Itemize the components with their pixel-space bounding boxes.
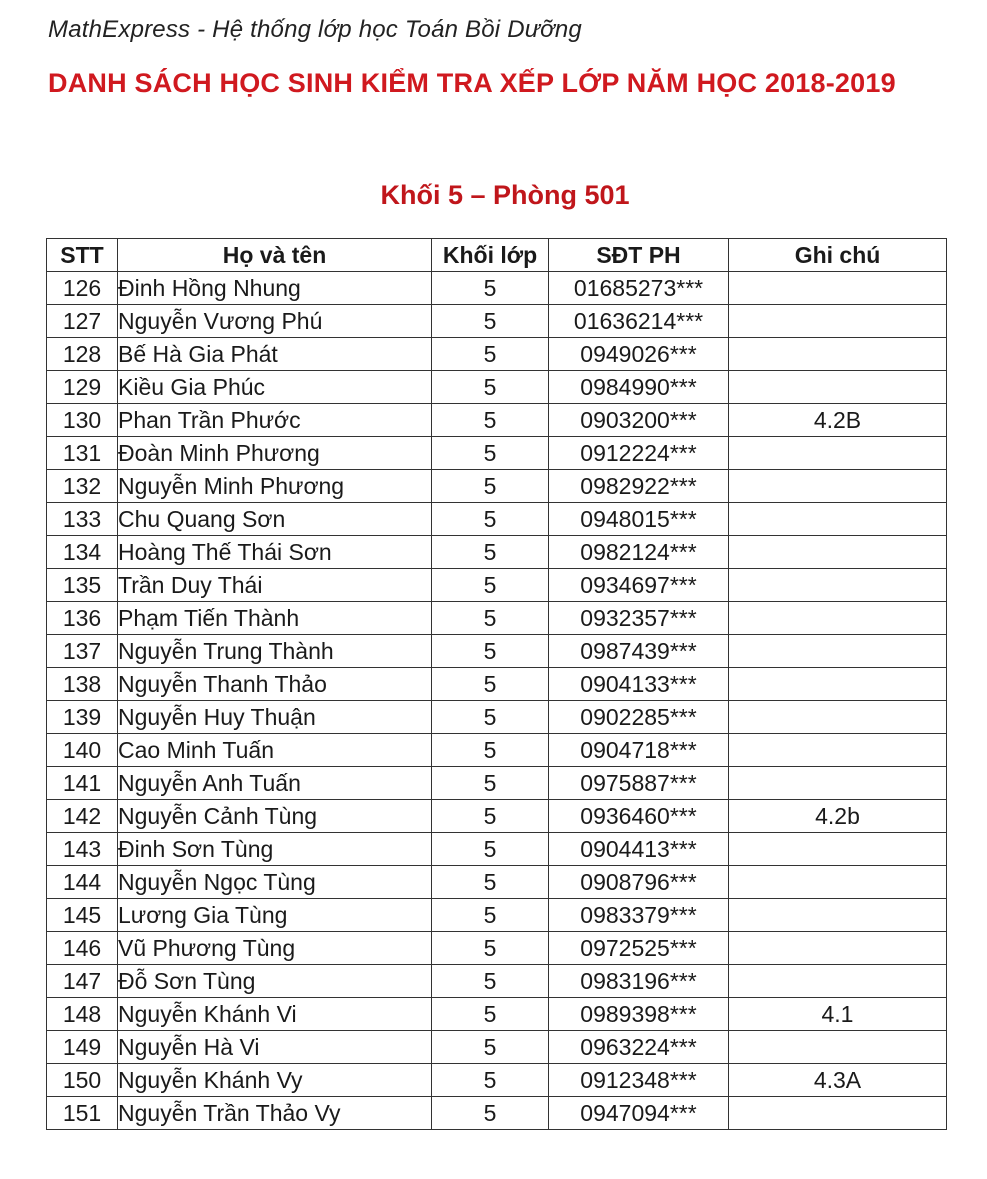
table-row <box>47 371 947 404</box>
cell-note <box>729 437 947 470</box>
column-header-phone: SĐT PH <box>549 239 729 272</box>
cell-phone: 0904133*** <box>549 668 729 701</box>
cell-name: Hoàng Thế Thái Sơn <box>118 536 432 569</box>
cell-note <box>729 734 947 767</box>
table-row <box>47 437 947 470</box>
cell-phone: 0972525*** <box>549 932 729 965</box>
cell-stt: 140 <box>47 734 118 767</box>
cell-note <box>729 668 947 701</box>
cell-phone: 0912224*** <box>549 437 729 470</box>
organization-line: MathExpress - Hệ thống lớp học Toán Bồi Dưỡng <box>48 16 582 43</box>
cell-note <box>729 569 947 602</box>
cell-name: Nguyễn Ngọc Tùng <box>118 866 432 899</box>
table-row <box>47 965 947 998</box>
cell-name: Lương Gia Tùng <box>118 899 432 932</box>
cell-name: Phạm Tiến Thành <box>118 602 432 635</box>
cell-grade: 5 <box>432 470 549 503</box>
table-row <box>47 800 947 833</box>
table-row <box>47 899 947 932</box>
cell-stt: 146 <box>47 932 118 965</box>
cell-phone: 0983196*** <box>549 965 729 998</box>
table-row <box>47 866 947 899</box>
cell-stt: 135 <box>47 569 118 602</box>
cell-note <box>729 635 947 668</box>
table-row <box>47 1031 947 1064</box>
table-row <box>47 305 947 338</box>
column-header-name: Họ và tên <box>118 239 432 272</box>
cell-name: Nguyễn Cảnh Tùng <box>118 800 432 833</box>
cell-phone: 0903200*** <box>549 404 729 437</box>
cell-phone: 0949026*** <box>549 338 729 371</box>
cell-stt: 143 <box>47 833 118 866</box>
cell-name: Trần Duy Thái <box>118 569 432 602</box>
table-row <box>47 701 947 734</box>
column-header-grade: Khối lớp <box>432 239 549 272</box>
table-row <box>47 569 947 602</box>
cell-grade: 5 <box>432 503 549 536</box>
cell-stt: 137 <box>47 635 118 668</box>
cell-stt: 130 <box>47 404 118 437</box>
table-row <box>47 734 947 767</box>
cell-stt: 141 <box>47 767 118 800</box>
cell-name: Kiều Gia Phúc <box>118 371 432 404</box>
cell-note <box>729 701 947 734</box>
cell-phone: 0948015*** <box>549 503 729 536</box>
table-row <box>47 998 947 1031</box>
cell-name: Đoàn Minh Phương <box>118 437 432 470</box>
cell-note <box>729 767 947 800</box>
table-row <box>47 272 947 305</box>
cell-grade: 5 <box>432 701 549 734</box>
cell-name: Cao Minh Tuấn <box>118 734 432 767</box>
cell-phone: 0904718*** <box>549 734 729 767</box>
cell-grade: 5 <box>432 371 549 404</box>
cell-phone: 0989398*** <box>549 998 729 1031</box>
cell-phone: 0963224*** <box>549 1031 729 1064</box>
cell-note <box>729 371 947 404</box>
cell-phone: 0902285*** <box>549 701 729 734</box>
cell-grade: 5 <box>432 866 549 899</box>
cell-name: Nguyễn Hà Vi <box>118 1031 432 1064</box>
cell-note: 4.2B <box>729 404 947 437</box>
cell-stt: 147 <box>47 965 118 998</box>
cell-stt: 150 <box>47 1064 118 1097</box>
cell-note <box>729 932 947 965</box>
cell-note <box>729 833 947 866</box>
table-row <box>47 503 947 536</box>
cell-stt: 128 <box>47 338 118 371</box>
cell-grade: 5 <box>432 767 549 800</box>
cell-name: Vũ Phương Tùng <box>118 932 432 965</box>
cell-name: Nguyễn Khánh Vi <box>118 998 432 1031</box>
cell-stt: 149 <box>47 1031 118 1064</box>
cell-phone: 0983379*** <box>549 899 729 932</box>
cell-grade: 5 <box>432 635 549 668</box>
cell-grade: 5 <box>432 833 549 866</box>
cell-grade: 5 <box>432 338 549 371</box>
table-row <box>47 932 947 965</box>
cell-note <box>729 536 947 569</box>
cell-grade: 5 <box>432 536 549 569</box>
cell-note <box>729 503 947 536</box>
table-row <box>47 470 947 503</box>
cell-phone: 0975887*** <box>549 767 729 800</box>
cell-phone: 0947094*** <box>549 1097 729 1130</box>
cell-phone: 0936460*** <box>549 800 729 833</box>
room-subtitle: Khối 5 – Phòng 501 <box>380 180 630 210</box>
cell-note <box>729 338 947 371</box>
cell-stt: 151 <box>47 1097 118 1130</box>
table-row <box>47 668 947 701</box>
cell-grade: 5 <box>432 404 549 437</box>
cell-grade: 5 <box>432 1097 549 1130</box>
cell-note <box>729 965 947 998</box>
table-row <box>47 1064 947 1097</box>
cell-grade: 5 <box>432 932 549 965</box>
cell-phone: 0982124*** <box>549 536 729 569</box>
cell-grade: 5 <box>432 800 549 833</box>
cell-name: Phan Trần Phước <box>118 404 432 437</box>
table-body <box>47 272 947 1130</box>
cell-stt: 132 <box>47 470 118 503</box>
table-row <box>47 635 947 668</box>
cell-stt: 129 <box>47 371 118 404</box>
cell-note <box>729 602 947 635</box>
cell-phone: 0904413*** <box>549 833 729 866</box>
cell-stt: 145 <box>47 899 118 932</box>
cell-stt: 139 <box>47 701 118 734</box>
cell-note <box>729 899 947 932</box>
cell-phone: 0934697*** <box>549 569 729 602</box>
cell-name: Nguyễn Vương Phú <box>118 305 432 338</box>
cell-name: Đinh Hồng Nhung <box>118 272 432 305</box>
cell-grade: 5 <box>432 569 549 602</box>
cell-grade: 5 <box>432 1031 549 1064</box>
cell-grade: 5 <box>432 899 549 932</box>
table-row <box>47 767 947 800</box>
cell-stt: 133 <box>47 503 118 536</box>
cell-name: Nguyễn Thanh Thảo <box>118 668 432 701</box>
cell-name: Nguyễn Huy Thuận <box>118 701 432 734</box>
cell-grade: 5 <box>432 437 549 470</box>
cell-phone: 0984990*** <box>549 371 729 404</box>
cell-phone: 01685273*** <box>549 272 729 305</box>
table-row <box>47 536 947 569</box>
cell-grade: 5 <box>432 272 549 305</box>
cell-note <box>729 1097 947 1130</box>
cell-stt: 148 <box>47 998 118 1031</box>
cell-name: Bế Hà Gia Phát <box>118 338 432 371</box>
cell-note <box>729 305 947 338</box>
cell-phone: 01636214*** <box>549 305 729 338</box>
cell-stt: 138 <box>47 668 118 701</box>
cell-grade: 5 <box>432 305 549 338</box>
table-row <box>47 1097 947 1130</box>
cell-stt: 134 <box>47 536 118 569</box>
cell-stt: 144 <box>47 866 118 899</box>
cell-phone: 0908796*** <box>549 866 729 899</box>
cell-note <box>729 866 947 899</box>
cell-grade: 5 <box>432 998 549 1031</box>
table-row <box>47 833 947 866</box>
cell-name: Đinh Sơn Tùng <box>118 833 432 866</box>
cell-stt: 127 <box>47 305 118 338</box>
cell-stt: 126 <box>47 272 118 305</box>
cell-note: 4.2b <box>729 800 947 833</box>
cell-note <box>729 470 947 503</box>
cell-note: 4.1 <box>729 998 947 1031</box>
table-row <box>47 404 947 437</box>
cell-name: Nguyễn Trung Thành <box>118 635 432 668</box>
column-header-note: Ghi chú <box>729 239 947 272</box>
table-row <box>47 338 947 371</box>
cell-name: Chu Quang Sơn <box>118 503 432 536</box>
cell-name: Nguyễn Trần Thảo Vy <box>118 1097 432 1130</box>
student-table <box>46 238 947 1130</box>
cell-note <box>729 1031 947 1064</box>
cell-grade: 5 <box>432 602 549 635</box>
cell-name: Đỗ Sơn Tùng <box>118 965 432 998</box>
cell-grade: 5 <box>432 668 549 701</box>
cell-name: Nguyễn Minh Phương <box>118 470 432 503</box>
cell-stt: 131 <box>47 437 118 470</box>
cell-phone: 0912348*** <box>549 1064 729 1097</box>
cell-note <box>729 272 947 305</box>
cell-stt: 136 <box>47 602 118 635</box>
table-header-row <box>47 239 947 272</box>
cell-phone: 0987439*** <box>549 635 729 668</box>
cell-phone: 0932357*** <box>549 602 729 635</box>
table-row <box>47 602 947 635</box>
cell-stt: 142 <box>47 800 118 833</box>
cell-name: Nguyễn Khánh Vy <box>118 1064 432 1097</box>
cell-grade: 5 <box>432 734 549 767</box>
cell-note: 4.3A <box>729 1064 947 1097</box>
cell-grade: 5 <box>432 965 549 998</box>
column-header-stt: STT <box>47 239 118 272</box>
document-title: DANH SÁCH HỌC SINH KIỂM TRA XẾP LỚP NĂM HỌC 2018-2019 <box>48 68 896 98</box>
cell-name: Nguyễn Anh Tuấn <box>118 767 432 800</box>
cell-grade: 5 <box>432 1064 549 1097</box>
cell-phone: 0982922*** <box>549 470 729 503</box>
